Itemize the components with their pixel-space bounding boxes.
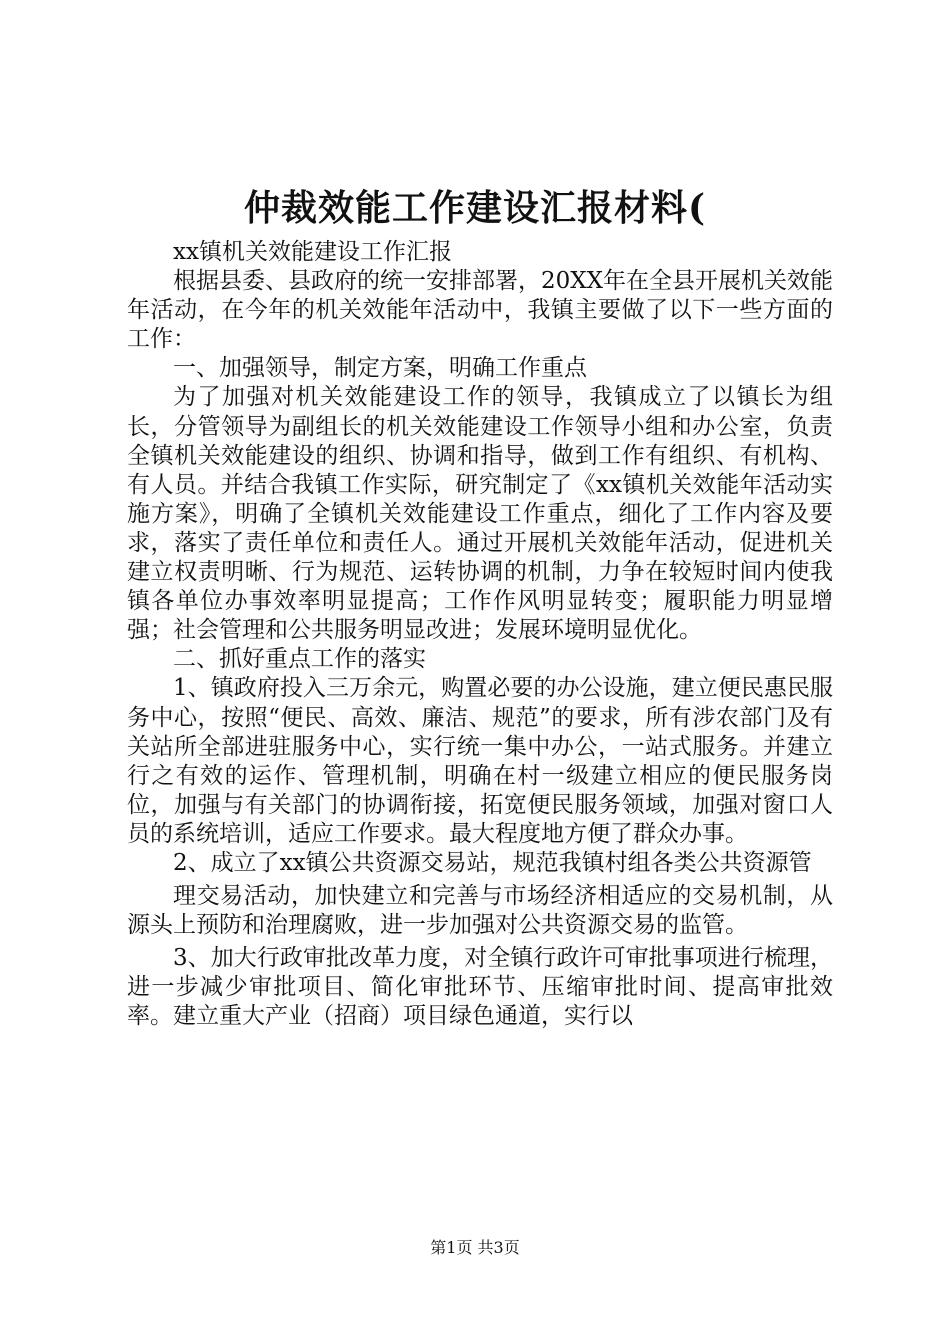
subtitle-paragraph: xx镇机关效能建设工作汇报: [173, 239, 452, 265]
body-paragraph: 为了加强对机关效能建设工作的领导，我镇成立了以镇长为组长，分管领导为副组长的机关效能建设工作领导小组和办公室，负责全镇机关效能建设的组织、协调和指导，做到工作有组织、有机构、有人员。并结合我镇工作实际，研究制定了《xx镇机关效能年活动实施方案》，明确了全镇机关效能建设工作重点，细化了工作内容及要求，落实了责任单位和责任人。通过开展机关效能年活动，促进机关建立权责明晰、行为规范、运转协调的机制，力争在较短时间内使我镇各单位办事效率明显提高；工作作风明显转变；履职能力明显增强；社会管理和公共服务明显改进；发展环境明显优化。: [127, 384, 833, 644]
section-heading: 二、抓好重点工作的落实: [173, 646, 426, 673]
body-paragraph: 理交易活动，加快建立和完善与市场经济相适应的交易机制，从源头上预防和治理腐败，进一步加强对公共资源交易的监管。: [127, 883, 833, 939]
document-body: [127, 238, 833, 1032]
page-number-footer: 第1页 共3页: [430, 1238, 520, 1257]
document-title: 仲裁效能工作建设汇报材料(: [243, 187, 707, 229]
section-heading: 一、加强领导，制定方案，明确工作重点: [173, 355, 587, 382]
body-paragraph: 1、镇政府投入三万余元，购置必要的办公设施，建立便民惠民服务中心，按照“便民、高效、廉洁、规范”的要求，所有涉农部门及有关站所全部进驻服务中心，实行统一集中办公，一站式服务。并建立行之有效的运作、管理机制，明确在村一级建立相应的便民服务岗位，加强与有关部门的协调衔接，拓宽便民服务领域，加强对窗口人员的系统培训，适应工作要求。最大程度地方便了群众办事。: [127, 675, 833, 847]
body-paragraph: 3、加大行政审批改革力度，对全镇行政许可审批事项进行梳理，进一步减少审批项目、简化审批环节、压缩审批时间、提高审批效率。建立重大产业（招商）项目绿色通道，实行以: [127, 945, 833, 1030]
body-paragraph: 2、成立了xx镇公共资源交易站，规范我镇村组各类公共资源管: [173, 849, 812, 876]
body-paragraph: 根据县委、县政府的统一安排部署，20XX年在全县开展机关效能年活动，在今年的机关效能年活动中，我镇主要做了以下一些方面的工作：: [127, 268, 834, 353]
